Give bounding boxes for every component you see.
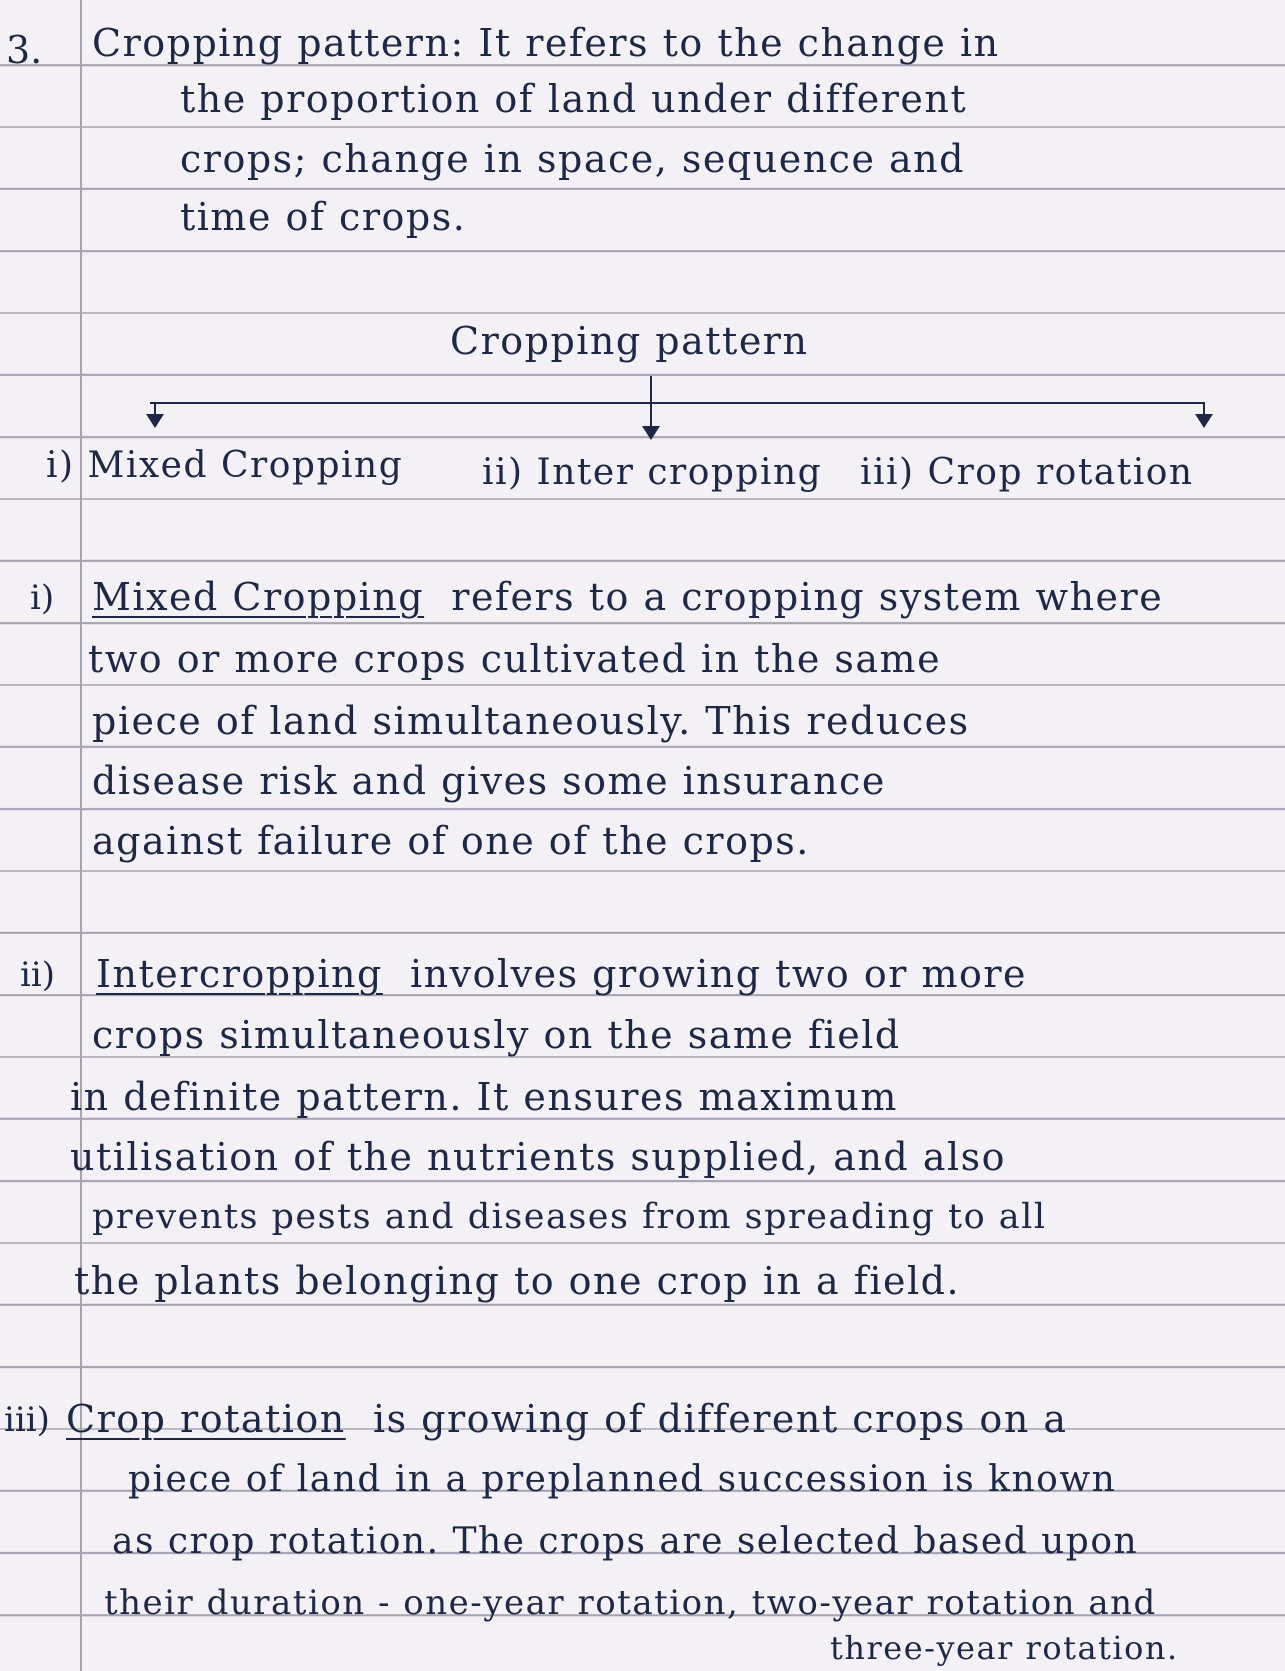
section-text: is growing of different crops on a bbox=[372, 1397, 1068, 1441]
section-text: refers to a cropping system where bbox=[451, 575, 1164, 619]
section-2-line-3: in definite pattern. It ensures maximum bbox=[70, 1075, 898, 1119]
section-3-line-5: three-year rotation. bbox=[830, 1629, 1179, 1667]
arrow-down-icon bbox=[146, 414, 164, 428]
intro-line-1: Cropping pattern: It refers to the change in bbox=[92, 21, 1000, 65]
section-2-line-4: utilisation of the nutrients supplied, and also bbox=[70, 1135, 1007, 1179]
diagram-branch-3: iii) Crop rotation bbox=[860, 452, 1194, 493]
intro-line-3: crops; change in space, sequence and bbox=[180, 137, 965, 181]
diagram-branch-2: ii) Inter cropping bbox=[482, 452, 823, 493]
diagram-title: Cropping pattern bbox=[450, 319, 809, 363]
section-1-line-2: two or more crops cultivated in the same bbox=[88, 637, 942, 681]
section-numeral: iii) bbox=[4, 1400, 50, 1440]
diagram-branch-1: i) Mixed Cropping bbox=[46, 445, 404, 486]
intro-line-2: the proportion of land under different bbox=[180, 77, 968, 121]
section-3-line-3: as crop rotation. The crops are selected based upon bbox=[112, 1521, 1139, 1562]
section-1-line-4: disease risk and gives some insurance bbox=[92, 759, 886, 803]
section-numeral: i) bbox=[30, 578, 55, 618]
section-3-line-1 bbox=[66, 1397, 1068, 1441]
section-1-line-3: piece of land simultaneously. This reduces bbox=[92, 699, 970, 743]
diagram-branch-line bbox=[150, 402, 1205, 404]
section-2-line-6: the plants belonging to one crop in a field. bbox=[74, 1259, 961, 1303]
section-text: involves growing two or more bbox=[410, 952, 1028, 996]
section-heading: Mixed Cropping bbox=[92, 575, 425, 619]
section-2-line-2: crops simultaneously on the same field bbox=[92, 1013, 901, 1057]
section-numeral: ii) bbox=[20, 955, 56, 995]
section-1-line-1 bbox=[92, 575, 1164, 619]
arrow-down-icon bbox=[1195, 414, 1213, 428]
section-heading: Crop rotation bbox=[66, 1397, 346, 1441]
intro-line-4: time of crops. bbox=[180, 195, 467, 239]
diagram-stem bbox=[650, 376, 652, 426]
question-number: 3. bbox=[6, 28, 43, 72]
section-2-line-5: prevents pests and diseases from spreading to all bbox=[92, 1197, 1047, 1237]
section-heading: Intercropping bbox=[96, 952, 383, 996]
section-3-line-4: their duration - one-year rotation, two-year rotation and bbox=[104, 1583, 1157, 1623]
arrow-down-icon bbox=[642, 426, 660, 440]
section-3-line-2: piece of land in a preplanned succession is known bbox=[128, 1459, 1117, 1500]
section-1-line-5: against failure of one of the crops. bbox=[92, 819, 810, 863]
section-2-line-1 bbox=[96, 952, 1028, 996]
